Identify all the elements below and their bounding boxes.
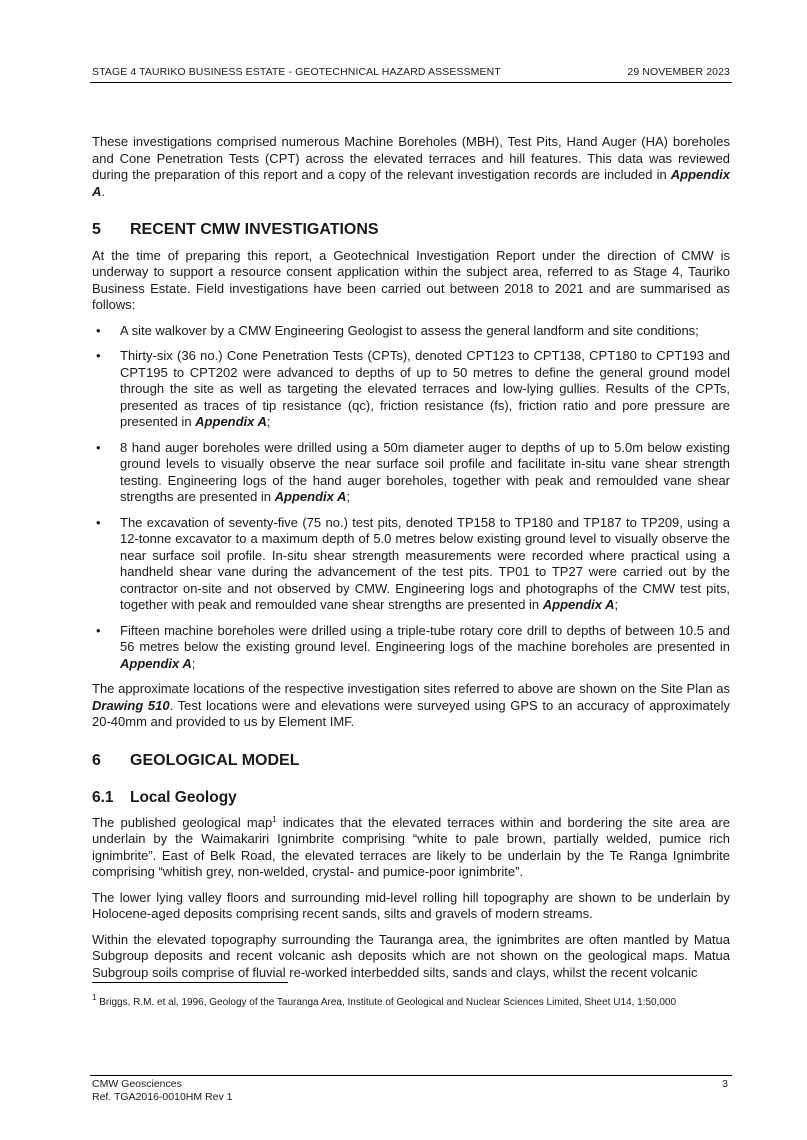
page-header: [92, 66, 730, 78]
appendix-reference: Appendix A: [92, 167, 730, 199]
section-title: GEOLOGICAL MODEL: [130, 751, 300, 769]
appendix-reference: Appendix A: [195, 414, 267, 429]
section-number: 6: [92, 751, 101, 769]
footer-left: [92, 1078, 232, 1104]
footer-reference: Ref. TGA2016-0010HM Rev 1: [92, 1091, 233, 1103]
footnote-number: 1: [92, 993, 97, 1002]
footer-company: CMW Geosciences: [92, 1078, 182, 1090]
bullet-icon: •: [96, 622, 101, 638]
section-number: 5: [92, 221, 101, 238]
footnote: [92, 993, 692, 1010]
list-item: • Thirty-six (36 no.) Cone Penetration Tests (CPTs), denoted CPT123 to CPT138, CPT180 to CPT193 and CPT195 to CPT202 were advanced to depths of up to 50 metres to define the general ground model through the site as well as targeting the elevated terraces and low-lying gullies. Results of the CPTs, presented as traces of tip resistance (qc), friction resistance (fs), friction ratio and pore pressure are presented in Appendix A;: [96, 348, 730, 429]
document-body: [92, 134, 730, 990]
drawing-reference: Drawing 510: [92, 697, 170, 713]
footnote-text: Briggs, R.M. et al, 1996, Geology of the Tauranga Area, Institute of Geological and Nuclear Sciences Limited, Sheet U14, 1:50,000: [96, 997, 677, 1008]
page-footer: [92, 1078, 728, 1104]
header-divider: [90, 82, 732, 83]
footer-divider: [90, 1075, 732, 1076]
list-item: • The excavation of seventy-five (75 no.) test pits, denoted TP158 to TP180 and TP187 to TP209, using a 12-tonne excavator to a maximum depth of 5.0 metres below existing ground level to visually observe the near surface soil profile. In-situ shear strength measurements were recorded where practical using a handheld shear vane during the advancement of the test pits. TP01 to TP27 were carried out by the contractor on-site and not observed by CMW. Engineering logs and photographs of the CMW test pits, together with peak and remoulded vane shear strengths are presented in Appendix A;: [96, 514, 730, 612]
list-item: • Fifteen machine boreholes were drilled using a triple-tube rotary core drill to depths of between 10.5 and 56 metres below the existing ground level. Engineering logs of the machine boreholes are presented in Appendix A;: [96, 622, 730, 671]
header-date: 29 NOVEMBER 2023: [627, 66, 730, 78]
appendix-reference: Appendix A: [542, 597, 615, 612]
header-title: STAGE 4 TAURIKO BUSINESS ESTATE - GEOTECHNICAL HAZARD ASSESSMENT: [92, 66, 501, 78]
intro-paragraph: These investigations comprised numerous Machine Boreholes (MBH), Test Pits, Hand Auger (HA) boreholes and Cone Penetration Tests (CPT) across the elevated terraces and hill features. This data was reviewed during the preparation of this report and a copy of the relevant investigation records are included in Appendix A.: [92, 134, 730, 199]
appendix-reference: Appendix A: [120, 655, 192, 671]
list-item: • A site walkover by a CMW Engineering Geologist to assess the general landform and site conditions;: [96, 322, 699, 338]
section-title: RECENT CMW INVESTIGATIONS: [130, 221, 379, 238]
section-5-paragraph: At the time of preparing this report, a Geotechnical Investigation Report under the direction of CMW is underway to support a resource consent application within the subject area, referred to as Stage 4, Tauriko Business Estate. Field investigations have been carried out between 2018 to 2021 and are summarised as follows:: [92, 247, 730, 312]
footnote-marker: 1: [272, 814, 277, 824]
subsection-number: 6.1: [92, 789, 114, 806]
bullet-icon: •: [96, 322, 101, 338]
local-geology-paragraph-1: The published geological map$^1$ indicates that the elevated terraces within and bordering the site area are underlain by the Waimakariri Ignimbrite comprising “white to pale brown, partially welded, pumice rich ignimbrite”. East of Belk Road, the elevated terraces are likely to be underlain by the Te Ranga Ignimbrite comprising “whitish grey, non-welded, crystal- and pumice-poor ignimbrite”.: [92, 814, 730, 879]
subsection-title: Local Geology: [130, 789, 237, 806]
bullet-icon: •: [96, 514, 101, 530]
section-5-heading: [92, 222, 730, 239]
bullet-icon: •: [96, 348, 101, 363]
local-geology-paragraph-2: The lower lying valley floors and surrounding mid-level rolling hill topography are shown to be underlain by Holocene-aged deposits comprising recent sands, silts and gravels of modern streams.: [92, 889, 730, 921]
investigation-list: [92, 323, 730, 673]
page-number: 3: [722, 1078, 728, 1090]
appendix-reference: Appendix A: [274, 489, 347, 504]
footnote-divider: [92, 982, 288, 983]
section-6-heading: [92, 753, 730, 770]
list-item: • 8 hand auger boreholes were drilled using a 50m diameter auger to depths of up to 5.0m below existing ground levels to visually observe the near surface soil profile and facilitate in-situ vane shear strength testing. Engineering logs of the hand auger boreholes, together with peak and remoulded vane shear strengths are presented in Appendix A;: [96, 439, 730, 504]
subsection-6-1-heading: [92, 790, 730, 807]
site-plan-paragraph: The approximate locations of the respective investigation sites referred to above are shown on the Site Plan as Drawing 510. Test locations were and elevations were surveyed using GPS to an accuracy of approximately 20-40mm and provided to us by Element IMF.: [92, 681, 730, 729]
bullet-icon: •: [96, 439, 101, 455]
local-geology-paragraph-3: Within the elevated topography surrounding the Tauranga area, the ignimbrites are often mantled by Matua Subgroup deposits and recent volcanic ash deposits which are not shown on the geological maps. Matua Subgroup soils comprise of fluvial re-worked interbedded silts, sands and clays, whilst the recent volcanic: [92, 931, 730, 980]
